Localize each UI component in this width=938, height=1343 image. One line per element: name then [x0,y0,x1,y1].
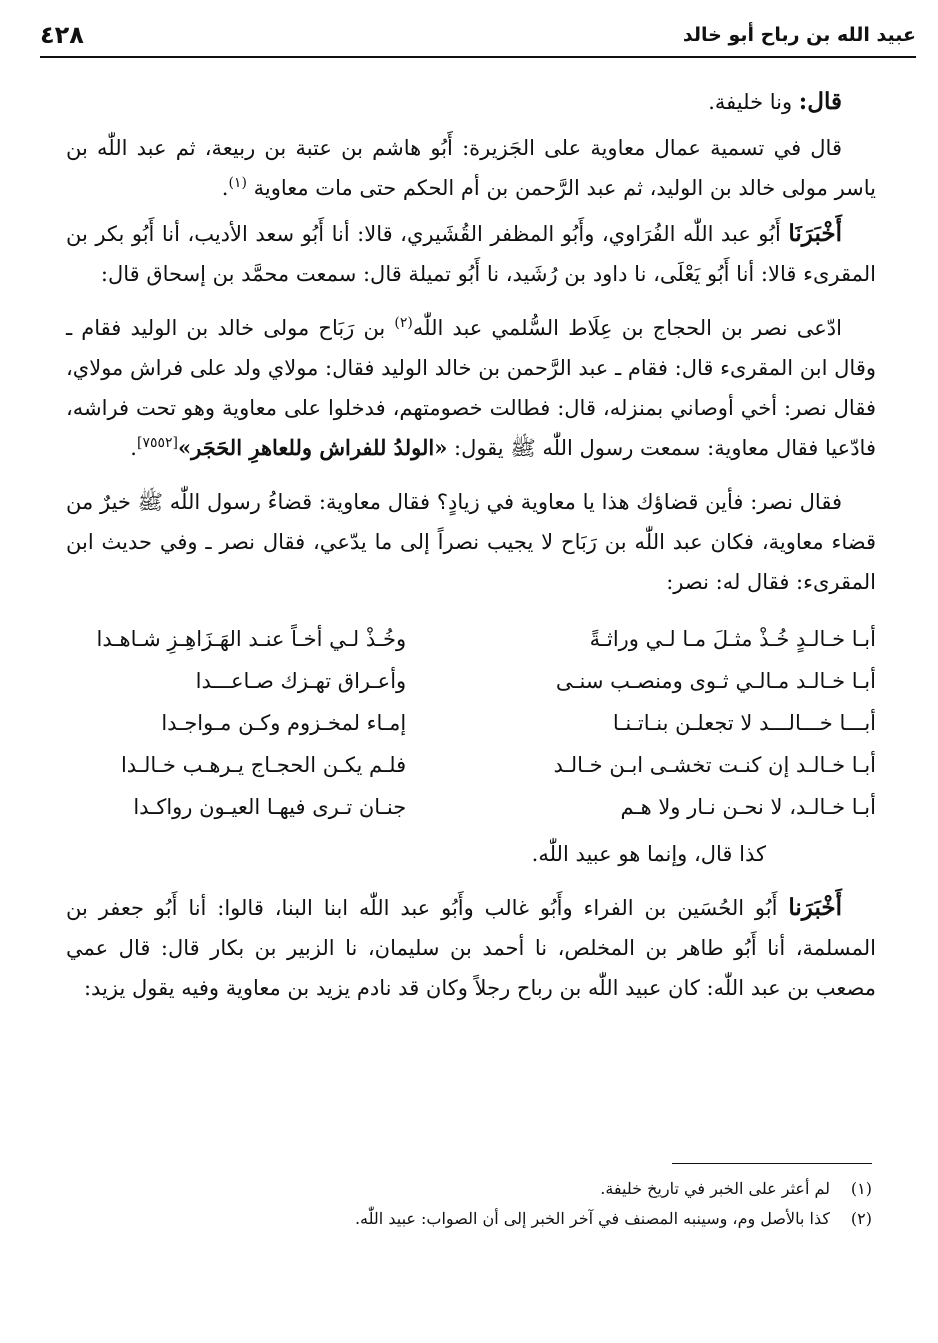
footnote-text: كذا بالأصل وم، وسينبه المصنف في آخر الخبر إلى أن الصواب: عبيد اللّٰه. [354,1209,830,1228]
poem-verse-first-hemistich: أبـا خـالـد، لا نحـن نـار ولا هـم [620,795,876,819]
footnote-separator [672,1163,872,1164]
paragraph-4-end: . [130,436,137,460]
poem-verse-second-hemistich: جنـان تـرى فيهـا العيـون رواكـدا [133,795,407,819]
page-number: ٤٢٨ [40,21,84,49]
paragraph-6-text: كذا قال، وإنما هو عبيد اللّٰه. [531,842,766,866]
poem-verse-first-hemistich: أبـــا خـــالـــد لا تجعلـن بنـاتـنـا [612,711,876,735]
paragraph-1-text: ونا خليفة. [708,90,799,114]
poem-verse-second-hemistich: وأعـراق تهـزك صـاعـــدا [195,669,407,693]
paragraph-3 [66,214,876,294]
paragraph-6 [66,834,876,874]
paragraph-2-text: قال في تسمية عمال معاوية على الجَزيرة: أَبُو هاشم بن عتبة بن ربيعة، ثم عبد اللّٰه بن ياسر مولى خالد بن الوليد، ثم عبد الرَّحمن بن أم الحكم حتى مات معاوية [66,136,876,200]
header-rule [40,56,916,58]
paragraph-7-text: أَبُو الحُسَين بن الفراء وأَبُو غالب وأَبُو عبد اللّٰه ابنا البنا، قالوا: أنا أَبُو جعفر بن المسلمة، أنا أَبُو طاهر بن المخلص، نا أحمد بن سليمان، نا الزبير بن بكار قال: قال عمي مصعب بن عبد اللّٰه: كان عبيد اللّٰه بن رباح رجلاً وكان قد نادم يزيد بن معاوية وفيه يقول يزيد: [66,896,876,1000]
poem-verse [66,660,876,702]
footnotes [66,1174,872,1234]
hadith-quote: «الولدُ للفراش وللعاهرِ الحَجَر» [177,435,448,460]
footnote-text: لم أعثر على الخبر في تاريخ خليفة. [600,1179,830,1198]
paragraph-7-lead: أَخْبَرَنا [788,894,842,921]
poem-verse-second-hemistich: فلـم يكـن الحجـاج يـرهـب خـالـدا [120,753,407,777]
paragraph-4-text-before: ادّعى نصر بن الحجاج بن عِلَاط السُّلمي عبد اللّٰه [412,316,842,340]
footnote-ref-2[interactable]: (٢) [394,315,413,331]
poem-verse-second-hemistich: إمـاء لمخـزوم وكـن مـواجـدا [161,711,407,735]
page-header [40,10,916,54]
poem-verse [66,702,876,744]
footnote-number: (٢) [850,1209,872,1228]
paragraph-3-lead: أَخْبَرَنَا [788,220,842,247]
paragraph-5-text: فقال نصر: فأين قضاؤك هذا يا معاوية في زيادٍ؟ فقال معاوية: قضاءُ رسول اللّٰه ﷺ خيرٌ من قضاء معاوية، فكان عبد اللّٰه بن رَبَاح لا يجيب نصراً إلى ما يدّعي، فقال نصر ـ وفي حديث ابن المقرىء: فقال له: نصر: [66,490,876,594]
footnote-ref-1[interactable]: (١) [228,175,247,191]
paragraph-4 [66,308,876,468]
paragraph-4-text-middle: بن رَبَاح مولى خالد بن الوليد فقام ـ وقال ابن المقرىء قال: فقام ـ عبد الرَّحمن بن خالد الوليد فقال: مولاي ولد على فراش مولاي، فقال نصر: أخي أوصاني بمنزله، قال: فطالت خصومتهم، فدخلوا على معاوية وهو تحت فراشه، فادّعيا فقال معاوية: سمعت رسول اللّٰه ﷺ يقول: [66,316,876,460]
poem [66,618,876,828]
poem-verse-second-hemistich: وخُـذْ لـي أخـاً عنـد الهَـزَاهِـزِ شـاهـدا [96,627,407,651]
poem-verse-first-hemistich: أبـا خـالـدٍ خُـذْ مثـلَ مـا لـي وراثـةً [589,627,876,651]
poem-verse [66,744,876,786]
poem-verse [66,786,876,828]
poem-verse-first-hemistich: أبـا خـالـد مـالـي ثـوى ومنصـب سنـى [555,669,876,693]
paragraph-1 [66,82,876,122]
paragraph-3-text: أَبُو عبد اللّٰه الفُرَاوي، وأَبُو المظفر القُشَيري، قالا: أنا أَبُو سعد الأديب، أنا أَبُو بكر بن المقرىء قالا: أنا أَبُو يَعْلَى، نا داود بن رُشَيد، نا أَبُو تميلة قال: سمعت محمَّد بن إسحاق قال: [66,222,876,286]
poem-verse-first-hemistich: أبـا خـالـد إن كنـت تخشـى ابـن خـالـد [553,753,876,777]
footnote-number: (١) [850,1179,872,1198]
paragraph-7 [66,888,876,1008]
main-text [66,82,876,1008]
running-title: عبيد الله بن رباح أبو خالد [682,24,916,46]
hadith-reference: [٧٥٥٢] [136,435,178,451]
poem-verse [66,618,876,660]
paragraph-1-lead: قال: [798,88,842,115]
paragraph-5 [66,482,876,602]
footnote-2 [66,1204,872,1234]
footnote-1 [66,1174,872,1204]
paragraph-2 [66,128,876,208]
paragraph-2-end: . [221,176,229,200]
